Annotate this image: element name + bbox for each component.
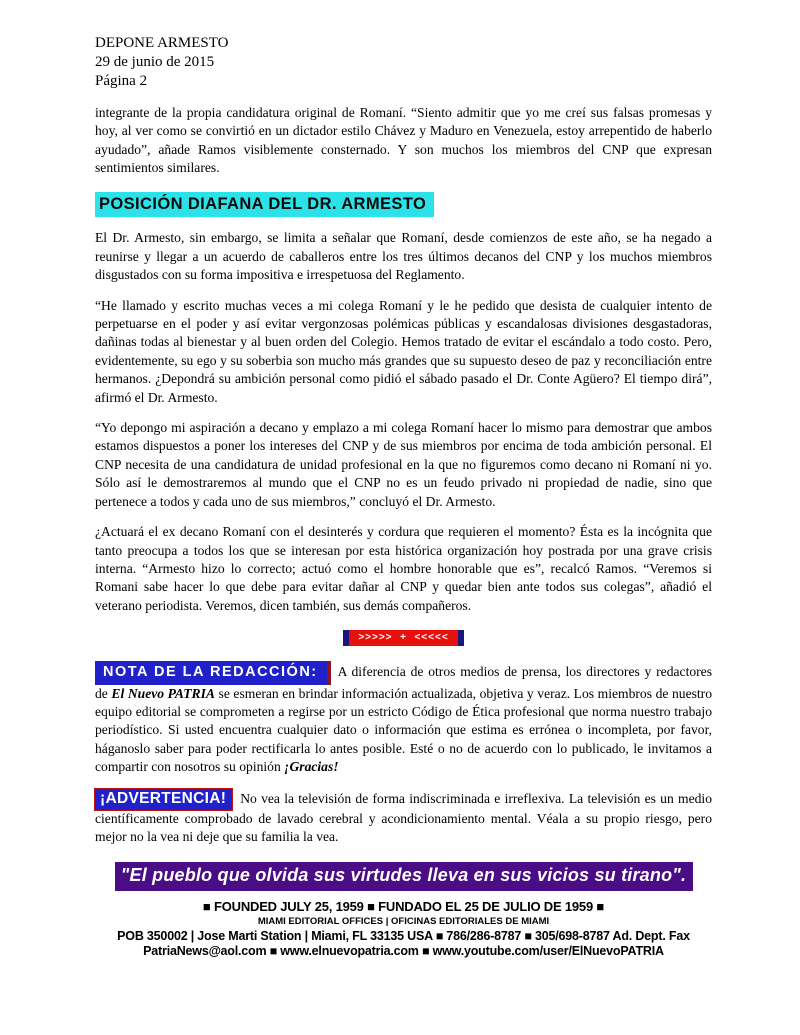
- paragraph-5: ¿Actuará el ex decano Romaní con el desinterés y cordura que requieren el momento? Ésta es la incógnita que tanto preocupa a todos los que se interesan por esta histórica organización hoy postrada por una grave crisis interna. “Armesto hizo lo correcto; actuó como el hombre honorable que es”, recalcó Ramos. “Veremos si Romani sabe hacer lo que debe para evitar dañar al CNP y quedar bien ante todos sus colegas”, añadió el veterano periodista. Veremos, dicen también, sus demás compañeros.: [95, 524, 712, 613]
- warning-note: [95, 789, 712, 847]
- doc-page-number: Página 2: [95, 73, 148, 89]
- editors-note-text-2: se esmeran en brindar información actualizada, objetiva y veraz. Los miembros de nuestro equipo editorial se comprometen a regirse por un estricto Código de Ética profesional que norma nuestro trabajo periodístico. Si usted encuentra cualquier dato o información que estima es errónea o incompleta, por favor, háganoslo saber para poder rectificarla lo antes posible. Esté o no de acuerdo con lo publicado, le invitamos a compartir con nosotros su opinión: [95, 685, 712, 775]
- footer-offices-line: MIAMI EDITORIAL OFFICES | OFICINAS EDITORIALES DE MIAMI: [257, 915, 550, 927]
- footer-contacts-line: PatriaNews@aol.com ■ www.elnuevopatria.com ■ www.youtube.com/user/ElNuevoPATRIA: [143, 943, 664, 958]
- section-heading: POSICIÓN DIAFANA DEL DR. ARMESTO: [95, 192, 434, 218]
- publication-name: El Nuevo PATRIA: [111, 685, 215, 701]
- page-header: [95, 34, 712, 91]
- divider-row: [95, 627, 712, 646]
- motto-quote: "El pueblo que olvida sus virtudes lleva en sus vicios su tirano".: [120, 864, 687, 885]
- footer-address-line: POB 350002 | Jose Marti Station | Miami, FL 33135 USA ■ 786/286-8787 ■ 305/698-8787 Ad. Dept. Fax: [117, 928, 690, 943]
- page-footer: [35, 899, 772, 958]
- editors-note-badge: NOTA DE LA REDACCIÓN:: [95, 661, 331, 684]
- editors-note: [95, 661, 712, 776]
- editors-note-text-1: A diferencia de otros medios de prensa, los directores y redactores de: [95, 664, 712, 701]
- motto-banner: [115, 862, 693, 891]
- paragraph-2: El Dr. Armesto, sin embargo, se limita a señalar que Romaní, desde comienzos de este año, se ha negado a reunirse y llegar a un acuerdo de caballeros entre los tres últimos decanos del CNP y los muchos miembros disgustados con su forma impositiva e irrespetuosa del Reglamento.: [95, 230, 712, 283]
- doc-date: 29 de junio de 2015: [95, 54, 215, 70]
- footer-founded-line: ■ FOUNDED JULY 25, 1959 ■ FUNDADO EL 25 DE JULIO DE 1959 ■: [202, 898, 605, 914]
- doc-title: DEPONE ARMESTO: [95, 35, 229, 51]
- warning-text: No vea la televisión de forma indiscriminada e irreflexiva. La televisión es un medio científicamente comprobado de lavado cerebral y acondicionamiento mental. Véala a su propio riesgo, pero mejor no la vea ni deje que su familia la vea.: [95, 790, 712, 845]
- paragraph-1: integrante de la propia candidatura original de Romaní. “Siento admitir que yo me creí sus falsas promesas y hoy, al ver como se convirtió en un dictador estilo Chávez y Maduro en Venezuela, estoy arrepentido de haberlo ayudado”, añade Ramos visiblemente consternado. Y son muchos los miembros del CNP que expresan sentimientos similares.: [95, 105, 712, 176]
- warning-badge: ¡ADVERTENCIA!: [95, 789, 232, 810]
- section-heading-row: [95, 192, 712, 218]
- paragraph-4: “Yo depongo mi aspiración a decano y emplazo a mi colega Romaní hacer lo mismo para demostrar que ambos estamos dispuestos a poner los intereses del CNP y de sus miembros por encima de toda ambición personal. El CNP necesita de una candidatura de unidad profesional en la que no figuremos como decano ni Romaní ni yo. Sólo así le demostraremos al mundo que el CNP no es un feudo privado ni propiedad de nadie, sino que pertenece a todos y cada uno de sus miembros,” concluyó el Dr. Armesto.: [95, 420, 712, 509]
- thanks-text: ¡Gracias!: [284, 759, 339, 775]
- paragraph-3: “He llamado y escrito muchas veces a mi colega Romaní y le he pedido que desista de cualquier intento de perpetuarse en el poder y así evitar vergonzosas polémicas públicas y escandalosas divisiones desgastadoras, dañinas todas al bienestar y al buen orden del Colegio. Hemos tratado de evitar el escándalo a todo costo. Pero, evidentemente, su ego y su soberbia son mucho más grandes que su supuesto deseo de paz y reconciliación entre hermanos. ¿Depondrá su ambición personal como pidió el sábado pasado el Dr. Conte Agüero? El tiempo dirá”, afirmó el Dr. Armesto.: [95, 297, 712, 405]
- article-body: [95, 104, 712, 847]
- section-divider-badge: >>>>> + <<<<<: [343, 630, 463, 646]
